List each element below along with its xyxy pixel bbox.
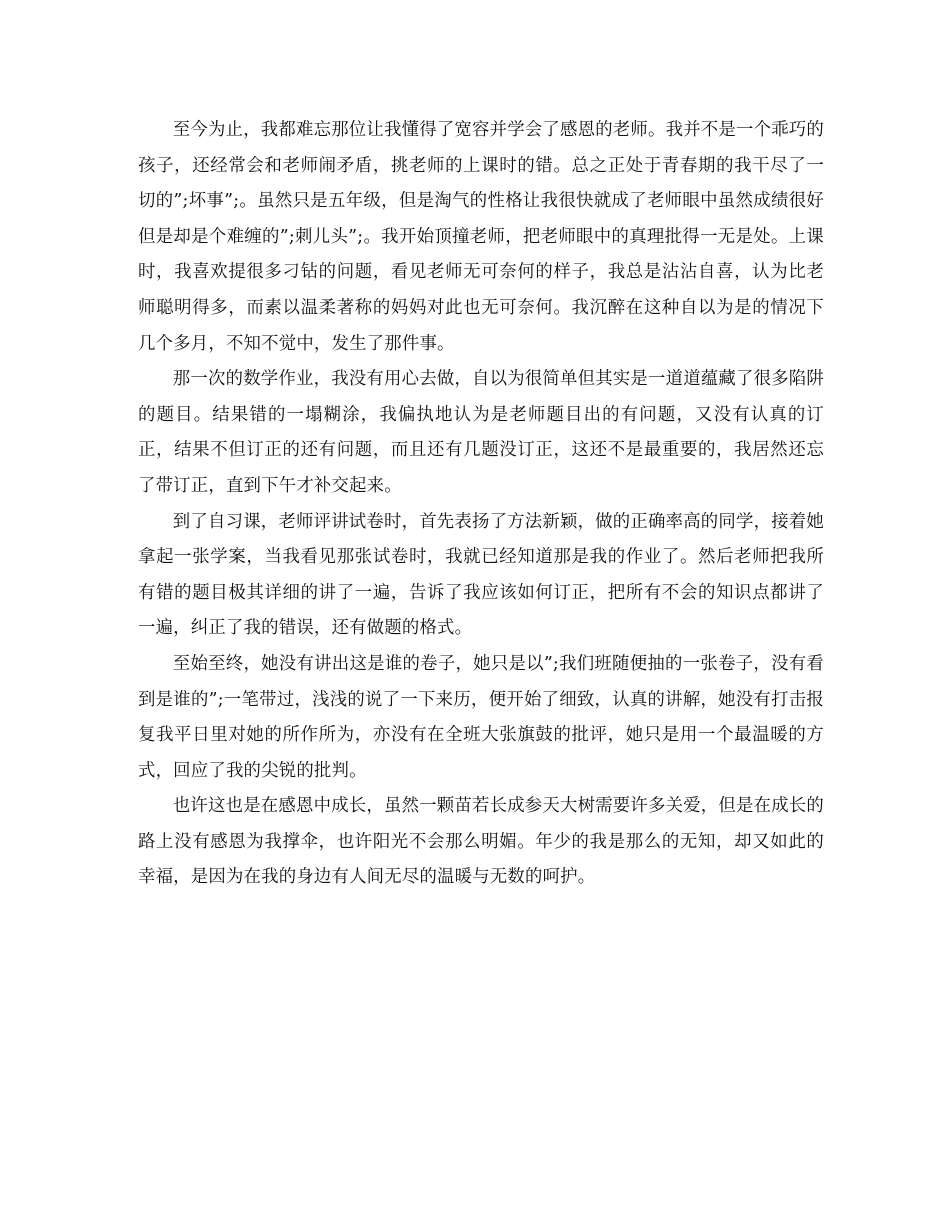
paragraph-1: 至今为止，我都难忘那位让我懂得了宽容并学会了感恩的老师。我并不是一个乖巧的孩子，还经常会和老师闹矛盾，挑老师的上课时的错。总之正处于青春期的我干尽了一切的”;坏事”;。虽然只是五年级，但是淘气的性格让我很快就成了老师眼中虽然成绩很好但是却是个难缠的”;刺儿头”;。我开始顶撞老师，把老师眼中的真理批得一无是处。上课时，我喜欢提很多刁钻的问题，看见老师无可奈何的样子，我总是沾沾自喜，认为比老师聪明得多，而素以温柔著称的妈妈对此也无可奈何。我沉醉在这种自以为是的情况下几个多月，不知不觉中，发生了那件事。 (138, 120, 824, 354)
paragraph-4: 至始至终，她没有讲出这是谁的卷子，她只是以”;我们班随便抽的一张卷子，没有看到是谁的”;一笔带过，浅浅的说了一下来历，便开始了细致，认真的讲解，她没有打击报复我平日里对她的所作所为，亦没有在全班大张旗鼓的批评，她只是用一个最温暖的方式，回应了我的尖锐的批判。 (138, 653, 824, 781)
document-body (138, 113, 824, 896)
paragraph-3: 到了自习课，老师评讲试卷时，首先表扬了方法新颖，做的正确率高的同学，接着她拿起一张学案，当我看见那张试卷时，我就已经知道那是我的作业了。然后老师把我所有错的题目极其详细的讲了一遍，告诉了我应该如何订正，把所有不会的知识点都讲了一遍，纠正了我的错误，还有做题的格式。 (138, 511, 824, 639)
paragraph-5: 也许这也是在感恩中成长，虽然一颗苗若长成参天大树需要许多关爱，但是在成长的路上没有感恩为我撑伞，也许阳光不会那么明媚。年少的我是那么的无知，却又如此的幸福，是因为在我的身边有人间无尽的温暖与无数的呵护。 (138, 796, 824, 888)
paragraph-2: 那一次的数学作业，我没有用心去做，自以为很简单但其实是一道道蕴藏了很多陷阱的题目。结果错的一塌糊涂，我偏执地认为是老师题目出的有问题，又没有认真的订正，结果不但订正的还有问题，而且还有几题没订正，这还不是最重要的，我居然还忘了带订正，直到下午才补交起来。 (138, 369, 824, 496)
